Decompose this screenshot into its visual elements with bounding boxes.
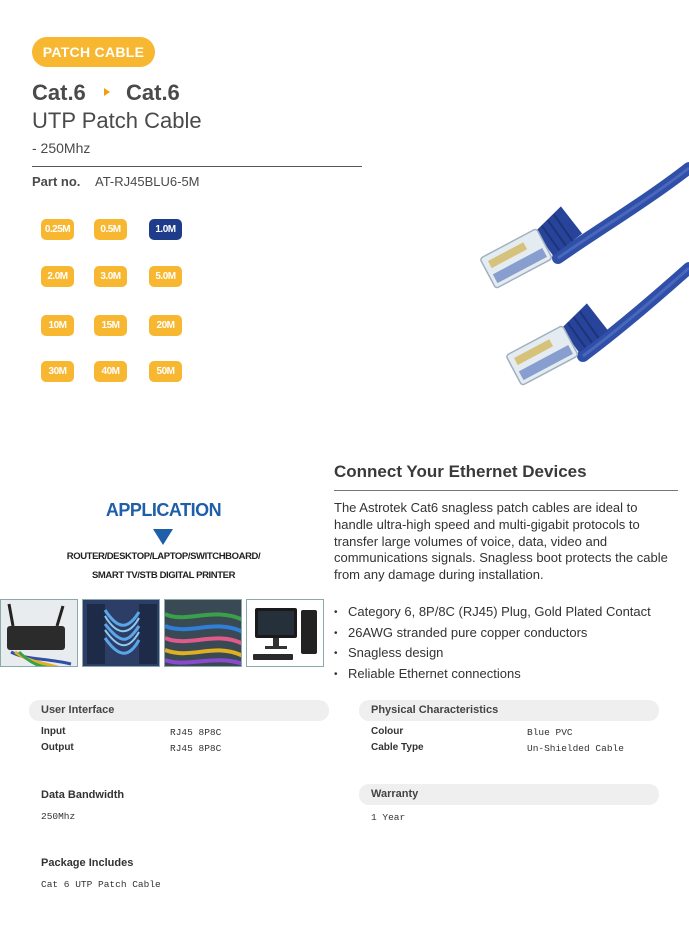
length-option[interactable]: 3.0M <box>94 266 127 287</box>
product-frequency: - 250Mhz <box>32 140 91 156</box>
length-option[interactable]: 5.0M <box>149 266 182 287</box>
data-bandwidth-value: 250Mhz <box>41 811 76 822</box>
package-includes-value: Cat 6 UTP Patch Cable <box>41 879 161 890</box>
connect-heading: Connect Your Ethernet Devices <box>334 462 587 481</box>
length-option-selected[interactable]: 1.0M <box>149 219 182 240</box>
patch-cable-image <box>418 160 689 450</box>
divider <box>32 166 362 167</box>
triangle-down-icon <box>153 529 173 545</box>
feature-item: • Snagless design <box>334 645 651 666</box>
package-includes-heading: Package Includes <box>41 857 134 869</box>
desktop-computer-icon <box>246 599 324 667</box>
length-option[interactable]: 40M <box>94 361 127 382</box>
warranty-heading: Warranty <box>359 784 659 805</box>
spec-label-output: Output <box>41 742 74 753</box>
divider <box>334 490 678 491</box>
feature-item: • Reliable Ethernet connections <box>334 666 651 687</box>
user-interface-heading: User Interface <box>29 700 329 721</box>
physical-characteristics-heading: Physical Characteristics <box>359 700 659 721</box>
spec-label-input: Input <box>41 726 66 737</box>
cat-right: Cat.6 <box>126 80 180 105</box>
product-description: The Astrotek Cat6 snagless patch cables are ideal to handle ultra-high speed and multi-gigabit protocols to transfer large volumes of voice, data, video and communications signals. Snagless boot protects the cable from any damage during installation. <box>334 500 668 583</box>
application-devices-line2: SMART TV/STB DIGITAL PRINTER <box>91 570 236 581</box>
spec-value-input: RJ45 8P8C <box>170 727 222 738</box>
spec-label-cable-type: Cable Type <box>371 742 424 753</box>
length-option[interactable]: 0.25M <box>41 219 74 240</box>
arrow-right-icon <box>104 88 110 96</box>
data-bandwidth-heading: Data Bandwidth <box>41 789 125 801</box>
length-option[interactable]: 15M <box>94 315 127 336</box>
feature-item: • Category 6, 8P/8C (RJ45) Plug, Gold Plated Contact <box>334 604 651 625</box>
length-option[interactable]: 10M <box>41 315 74 336</box>
length-option[interactable]: 30M <box>41 361 74 382</box>
part-number-value: AT-RJ45BLU6-5M <box>95 174 200 189</box>
server-rack-icon <box>82 599 160 667</box>
spec-value-cable-type: Un-Shielded Cable <box>527 743 624 754</box>
cat-left: Cat.6 <box>32 80 86 105</box>
part-number-label: Part no. <box>32 174 81 189</box>
length-option[interactable]: 2.0M <box>41 266 74 287</box>
length-option[interactable]: 0.5M <box>94 219 127 240</box>
spec-value-colour: Blue PVC <box>527 727 573 738</box>
spec-label-colour: Colour <box>371 726 404 737</box>
product-subtitle: UTP Patch Cable <box>32 108 202 133</box>
warranty-value: 1 Year <box>371 812 406 823</box>
feature-list <box>334 604 651 686</box>
length-option[interactable]: 50M <box>149 361 182 382</box>
patch-panel-icon <box>164 599 242 667</box>
application-devices-line1: ROUTER/DESKTOP/LAPTOP/SWITCHBOARD/ <box>66 551 261 562</box>
feature-item: • 26AWG stranded pure copper conductors <box>334 625 651 646</box>
spec-value-output: RJ45 8P8C <box>170 743 222 754</box>
router-icon <box>0 599 78 667</box>
application-title: APPLICATION <box>105 500 222 520</box>
length-option[interactable]: 20M <box>149 315 182 336</box>
category-badge: PATCH CABLE <box>32 37 155 67</box>
